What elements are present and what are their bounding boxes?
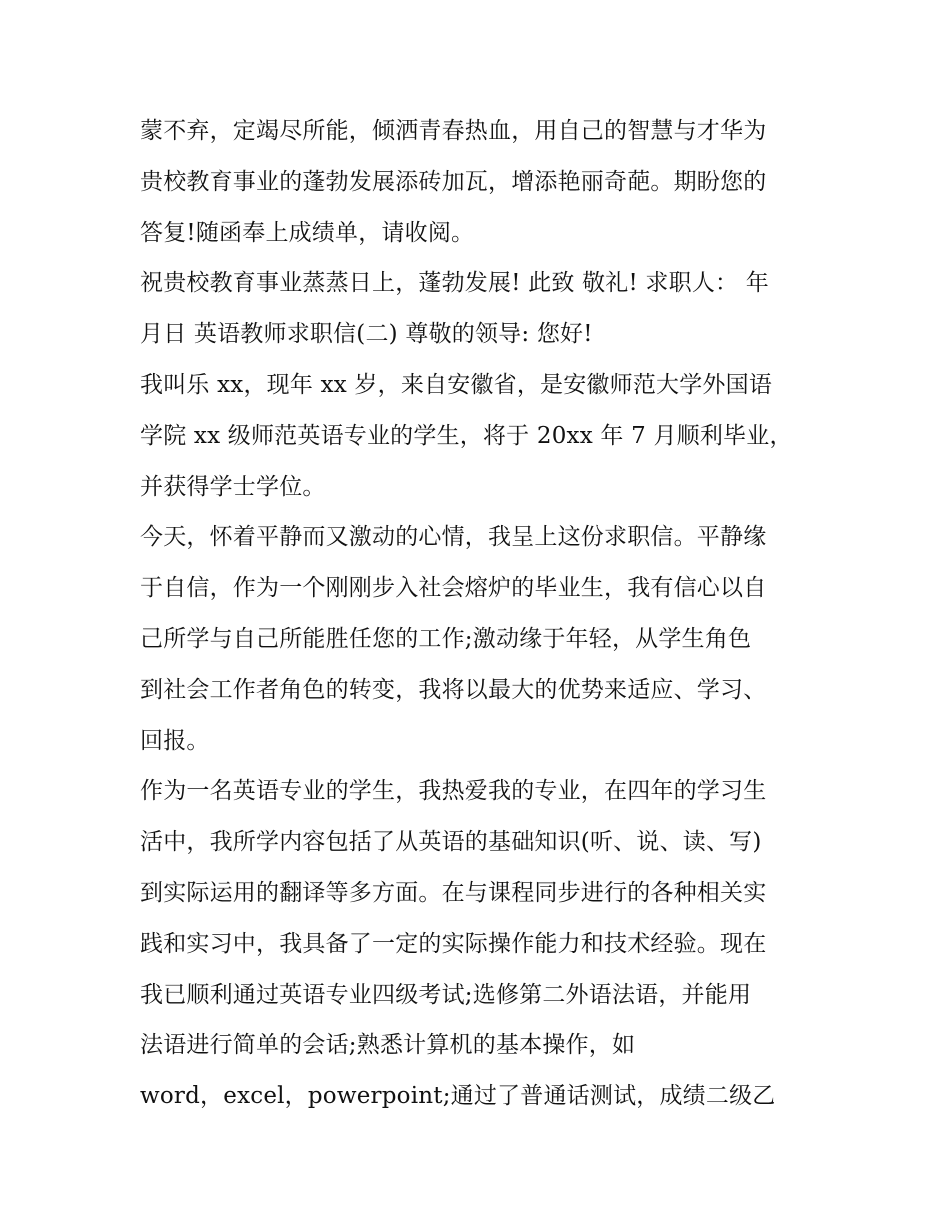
text-line: 我已顺利通过英语专业四级考试;选修第二外语法语，并能用 [140, 981, 752, 1008]
text-line: 并获得学士学位。 [140, 473, 326, 500]
text-line: 活中，我所学内容包括了从英语的基础知识(听、说、读、写) [140, 829, 762, 856]
text-line: 到社会工作者角色的转变，我将以最大的优势来适应、学习、 [140, 676, 767, 703]
text-line: 学院 xx 级师范英语专业的学生，将于 20xx 年 7 月顺利毕业， [140, 422, 793, 449]
letter-body [140, 106, 830, 1122]
text-line: 蒙不弃，定竭尽所能，倾洒青春热血，用自己的智慧与才华为 [140, 118, 767, 144]
text-line: 答复!随函奉上成绩单，请收阅。 [140, 219, 475, 246]
text-line: word，excel，powerpoint;通过了普通话测试，成绩二级乙 [140, 1083, 776, 1110]
text-line: 到实际运用的翻译等多方面。在与课程同步进行的各种相关实 [140, 879, 767, 906]
text-line: 己所学与自己所能胜任您的工作;激动缘于年轻，从学生角色 [140, 625, 752, 652]
text-line: 法语进行简单的会话;熟悉计算机的基本操作，如 [140, 1032, 636, 1059]
text-line: 我叫乐 xx，现年 xx 岁，来自安徽省，是安徽师范大学外国语 [140, 371, 773, 398]
text-line: 回报。 [140, 727, 210, 754]
text-line: 祝贵校教育事业蒸蒸日上，蓬勃发展! 此致 敬礼! 求职人： 年 [140, 270, 769, 297]
text-line: 贵校教育事业的蓬勃发展添砖加瓦，增添艳丽奇葩。期盼您的 [140, 168, 767, 195]
text-line: 今天，怀着平静而又激动的心情，我呈上这份求职信。平静缘 [140, 524, 767, 551]
text-line: 月日 英语教师求职信(二) 尊敬的领导: 您好! [140, 321, 593, 348]
text-line: 于自信，作为一个刚刚步入社会熔炉的毕业生，我有信心以自 [140, 575, 767, 602]
text-line: 践和实习中，我具备了一定的实际操作能力和技术经验。现在 [140, 930, 767, 957]
text-line: 作为一名英语专业的学生，我热爱我的专业，在四年的学习生 [140, 778, 767, 805]
